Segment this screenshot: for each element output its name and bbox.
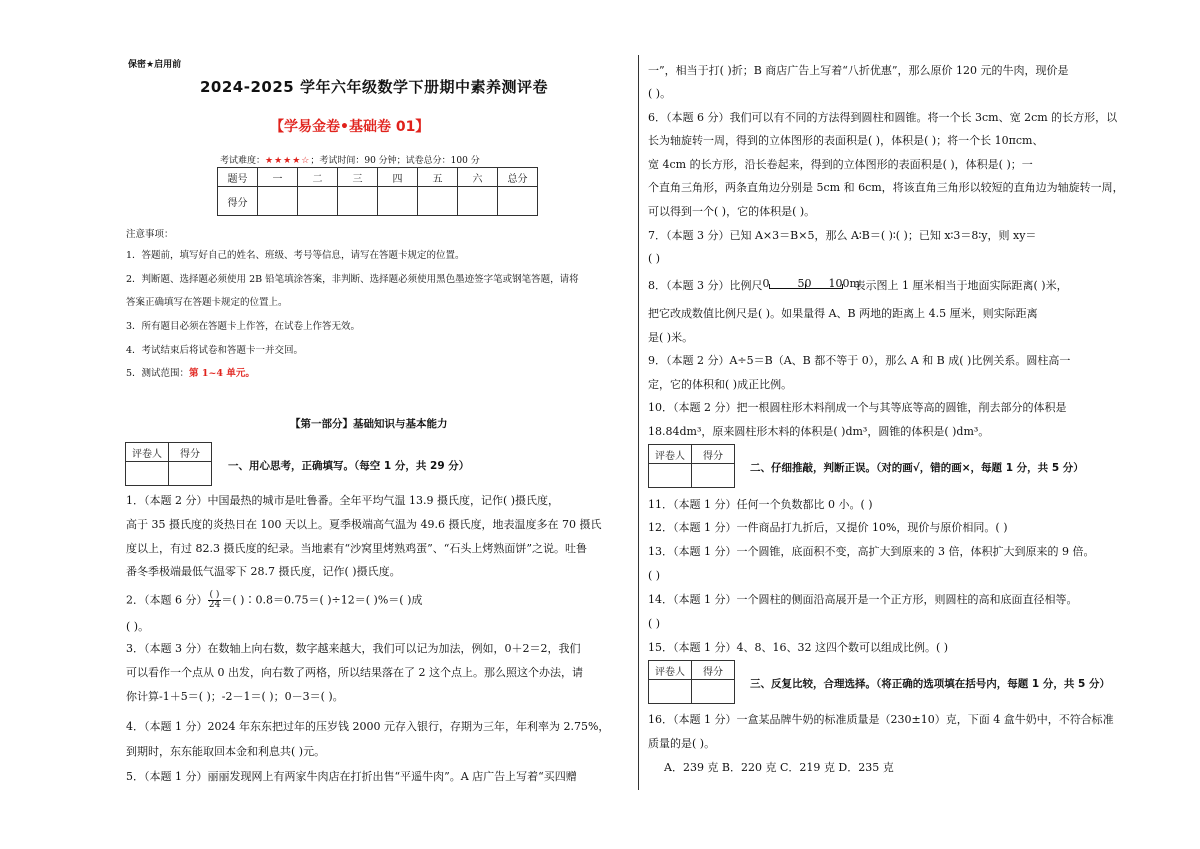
question-9-line: 定，它的体积和( )成正比例。: [648, 378, 793, 391]
section-2-title: 二、仔细推敲，判断正误。（对的画√，错的画×，每题 1 分，共 5 分）: [750, 462, 1084, 474]
question-5-line: 5．（本题 1 分）丽丽发现网上有两家牛肉店在打折出售“平遥牛肉”。A 店广告上写着“买四赠: [126, 770, 577, 783]
note-item: 答案正确填写在答题卡规定的位置上。: [126, 297, 288, 308]
question-6-line: 6．（本题 6 分）我们可以有不同的方法得到圆柱和圆锥。将一个长 3cm、宽 2cm 的长方形，以: [648, 111, 1118, 124]
grader-box: [648, 444, 735, 488]
question-8-line: 是( )米。: [648, 331, 694, 344]
question-16-line: 16．（本题 1 分）一盒某品牌牛奶的标准质量是（230±10）克，下面 4 盒牛奶中，不符合标准: [648, 713, 1114, 726]
score-cell[interactable]: [298, 187, 338, 216]
question-2-prefix: 2．（本题 6 分）: [126, 593, 208, 607]
grader-box: [648, 660, 735, 704]
score-table: [217, 167, 538, 216]
question-6-line: 个直角三角形，两条直角边分别是 5cm 和 6cm，将该直角三角形以较短的直角边为轴旋转一周，: [648, 181, 1124, 194]
question-6-line: 长为轴旋转一周，得到的立体图形的表面积是( )，体积是( )；将一个长 10πcm、: [648, 134, 1044, 147]
left-column: [120, 0, 632, 849]
note-item: 1．答题前，填写好自己的姓名、班级、考号等信息，请写在答题卡规定的位置。: [126, 250, 465, 261]
score-label: 得分: [692, 661, 735, 680]
question-8-text: 表示图上 1 厘米相当于地面实际距离( )米，: [854, 279, 1068, 292]
secret-label: 保密★启用前: [128, 60, 182, 70]
reviewer-cell[interactable]: [649, 464, 692, 488]
note-item: 2．判断题、选择题必须使用 2B 铅笔填涂答案，非判断、选择题必须使用黑色墨迹签字笔或钢笔答题，请将: [126, 274, 579, 285]
reviewer-label: 评卷人: [649, 445, 692, 464]
test-range: [126, 367, 255, 381]
notes-title: 注意事项：: [126, 229, 174, 240]
question-11-line: 11．（本题 1 分）任何一个负数都比 0 小。( ): [648, 498, 873, 511]
scale-label-0: 0: [762, 277, 770, 290]
question-4-line: 4．（本题 1 分）2024 年东东把过年的压岁钱 2000 元存入银行，存期为三年，年利率为 2.75%，: [126, 720, 610, 733]
question-3-line: 3．（本题 3 分）在数轴上向右数，数字越来越大，我们可以记为加法，例如，0＋2＝2，我们: [126, 642, 581, 655]
reviewer-cell[interactable]: [126, 462, 169, 486]
score-label: 得分: [692, 445, 735, 464]
question-1-line: 高于 35 摄氏度的炎热日在 100 天以上。夏季极端高气温为 49.6 摄氏度，地表温度多在 70 摄氏: [126, 518, 602, 531]
score-cell[interactable]: [258, 187, 298, 216]
test-range-label: 5．测试范围：: [126, 368, 190, 379]
exam-time-info: ；考试时间：90 分钟；试卷总分：100 分: [310, 156, 480, 166]
reviewer-label: 评卷人: [126, 443, 169, 462]
question-2-text: ＝( )∶0.8＝0.75＝( )÷12＝( )%＝( )成: [221, 593, 423, 607]
exam-title: 2024-2025 学年六年级数学下册期中素养测评卷: [200, 78, 548, 96]
question-2-line: [126, 591, 422, 610]
note-item: 3．所有题目必须在答题卡上作答，在试卷上作答无效。: [126, 321, 361, 332]
question-3-line: 可以看作一个点从 0 出发，向右数了两格，所以结果落在了 2 这个点上。那么照这个办法，请: [126, 666, 583, 679]
difficulty-label: 考试难度：: [220, 156, 266, 166]
grader-score-cell[interactable]: [692, 464, 735, 488]
score-table-header: [218, 168, 538, 187]
grader-score-cell[interactable]: [169, 462, 212, 486]
scale-bar: [762, 277, 860, 293]
section-3-title: 三、反复比较，合理选择。（将正确的选项填在括号内，每题 1 分，共 5 分）: [750, 678, 1110, 690]
score-table-row: [218, 187, 538, 216]
fraction: [208, 591, 222, 610]
exam-info: [220, 154, 480, 168]
question-16-line: 质量的是( )。: [648, 737, 716, 750]
score-header-cell: 四: [378, 168, 418, 187]
score-header-cell: 二: [298, 168, 338, 187]
score-header-cell: 题号: [218, 168, 258, 187]
question-7-line: ( ): [648, 252, 661, 265]
question-1-line: 度以上，有过 82.3 摄氏度的纪录。当地素有“沙窝里烤熟鸡蛋”、“石头上烤熟面饼”之说。吐鲁: [126, 542, 587, 555]
question-14-line: ( ): [648, 617, 661, 630]
part1-title: 【第一部分】基础知识与基本能力: [290, 418, 448, 430]
question-4-line: 到期时，东东能取回本金和利息共( )元。: [126, 745, 326, 758]
exam-subtitle: 【学易金卷•基础卷 01】: [270, 119, 430, 135]
right-column: [646, 0, 1158, 849]
question-8-line: 把它改成数值比例尺是( )。如果量得 A、B 两地的距离上 4.5 厘米，则实际距离: [648, 307, 1038, 320]
fraction-denominator: 24: [208, 600, 221, 610]
question-9-line: 9．（本题 2 分）A÷5＝B（A、B 都不等于 0），那么 A 和 B 成( )比例关系。圆柱高一: [648, 354, 1071, 367]
score-cell[interactable]: [458, 187, 498, 216]
column-divider: [638, 55, 639, 790]
score-header-cell: 总分: [498, 168, 538, 187]
question-7-line: 7．（本题 3 分）已知 A×3＝B×5，那么 A∶B＝( )∶( )；已知 x∶3＝8∶y，则 xy＝: [648, 229, 1037, 242]
question-8-prefix: 8．（本题 3 分）比例尺: [648, 279, 763, 292]
reviewer-cell[interactable]: [649, 680, 692, 704]
question-5-line: 一”，相当于打( )折；B 商店广告上写着“八折优惠”，那么原价 120 元的牛肉，现价是: [648, 64, 1069, 77]
grader-score-cell[interactable]: [692, 680, 735, 704]
score-header-cell: 三: [338, 168, 378, 187]
question-1-line: 1．（本题 2 分）中国最热的城市是吐鲁番。全年平均气温 13.9 摄氏度，记作( )摄氏度，: [126, 494, 560, 507]
test-range-value: 第 1~4 单元。: [189, 368, 255, 379]
question-10-line: 10．（本题 2 分）把一根圆柱形木料削成一个与其等底等高的圆锥，削去部分的体积是: [648, 401, 1067, 414]
question-13-line: 13．（本题 1 分）一个圆锥，底面积不变，高扩大到原来的 3 倍，体积扩大到原来的 9 倍。: [648, 545, 1095, 558]
score-label: 得分: [169, 443, 212, 462]
score-header-cell: 五: [418, 168, 458, 187]
question-15-line: 15．（本题 1 分）4、8、16、32 这四个数可以组成比例。( ): [648, 641, 949, 654]
question-8-line: [648, 279, 1068, 293]
scale-label-50: 50: [797, 277, 812, 290]
question-2-line: ( )。: [126, 620, 150, 633]
fraction-numerator: ( ): [209, 590, 220, 600]
score-cell[interactable]: [418, 187, 458, 216]
question-13-line: ( ): [648, 569, 661, 582]
score-cell[interactable]: [498, 187, 538, 216]
question-3-line: 你计算-1＋5＝( )；-2－1＝( )；0－3＝( )。: [126, 690, 344, 703]
scale-label-100: 100m: [828, 277, 860, 290]
question-10-line: 18.84dm³，原来圆柱形木料的体积是( )dm³，圆锥的体积是( )dm³。: [648, 425, 990, 438]
question-6-line: 宽 4cm 的长方形，沿长卷起来，得到的立体图形的表面积是( )，体积是( )；一: [648, 158, 1033, 171]
question-16-options: A．239 克 B．220 克 C．219 克 D．235 克: [664, 761, 894, 774]
note-item: 4．考试结束后将试卷和答题卡一并交回。: [126, 345, 304, 356]
score-row-label: 得分: [218, 187, 258, 216]
difficulty-stars-icon: ★★★★☆: [265, 156, 311, 166]
score-header-cell: 一: [258, 168, 298, 187]
score-cell[interactable]: [338, 187, 378, 216]
score-cell[interactable]: [378, 187, 418, 216]
question-6-line: 可以得到一个( )，它的体积是( )。: [648, 205, 816, 218]
section-1-title: 一、用心思考，正确填写。（每空 1 分，共 29 分）: [228, 460, 470, 472]
question-12-line: 12．（本题 1 分）一件商品打九折后，又提价 10%，现价与原价相同。( ): [648, 521, 1008, 534]
question-5-line: ( )。: [648, 87, 672, 100]
question-1-line: 番冬季极端最低气温零下 28.7 摄氏度，记作( )摄氏度。: [126, 565, 401, 578]
question-14-line: 14．（本题 1 分）一个圆柱的侧面沿高展开是一个正方形，则圆柱的高和底面直径相等。: [648, 593, 1078, 606]
grader-box: [125, 442, 212, 486]
reviewer-label: 评卷人: [649, 661, 692, 680]
score-header-cell: 六: [458, 168, 498, 187]
